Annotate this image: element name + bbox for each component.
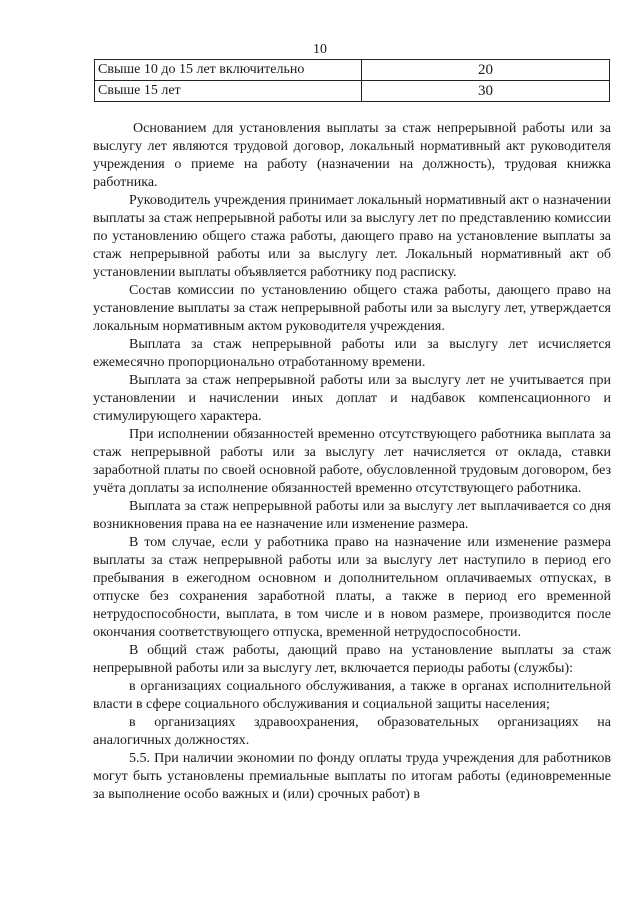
paragraph: В общий стаж работы, дающий право на установление выплаты за стаж непрерывной работы или за выслугу лет, включается периоды работы (службы): (93, 643, 611, 676)
table-row (95, 81, 610, 102)
table-cell-value: 30 (362, 81, 610, 102)
paragraph: Выплата за стаж непрерывной работы или за выслугу лет не учитывается при установлении и начислении иных доплат и надбавок компенсационного и стимулирующего характера. (93, 373, 611, 424)
paragraph: в организациях социального обслуживания, а также в органах исполнительной власти в сфере социального обслуживания и социальной защиты населения; (93, 679, 611, 712)
paragraph: В том случае, если у работника право на назначение или изменение размера выплаты за стаж непрерывной работы или за выслугу лет наступило в период его пребывания в ежегодном основном и дополнительном оплачиваемых отпусках, в отпуске без сохранения заработной платы, а также в период его временной нетрудоспособности, выплата, в том числе и в новом размере, производится после окончания соответствующего отпуска, временной нетрудоспособности. (93, 535, 611, 640)
paragraph: При исполнении обязанностей временно отсутствующего работника выплата за стаж непрерывной работы или за выслугу лет начисляется от оклада, ставки заработной платы по своей основной работе, обусловленной трудовым договором, без учёта доплаты за исполнение обязанностей временно отсутствующего работника. (93, 427, 611, 496)
paragraph: Выплата за стаж непрерывной работы или за выслугу лет выплачивается со дня возникновения права на ее назначение или изменение размера. (93, 499, 611, 532)
page-number: 10 (313, 42, 327, 57)
document-body (93, 120, 611, 804)
paragraph: Руководитель учреждения принимает локальный нормативный акт о назначении выплаты за стаж непрерывной работы или за выслугу лет по представлению комиссии по установлению общего стажа работы, дающего право на установление выплаты за стаж непрерывной работы или за выслугу лет. Локальный нормативный акт об установлении выплаты объявляется работнику под расписку. (93, 193, 611, 280)
paragraph: Основанием для установления выплаты за стаж непрерывной работы или за выслугу лет являются трудовой договор, локальный нормативный акт руководителя учреждения о приеме на работу (назначении на должность), трудовая книжка работника. (93, 121, 611, 190)
table-cell-value: 20 (362, 60, 610, 81)
table-cell-period: Свыше 15 лет (95, 81, 362, 102)
paragraph: Выплата за стаж непрерывной работы или за выслугу лет исчисляется ежемесячно пропорционально отработанному времени. (93, 337, 611, 370)
paragraph: в организациях здравоохранения, образовательных организациях на аналогичных должностях. (93, 715, 611, 748)
table-cell-period: Свыше 10 до 15 лет включительно (95, 60, 362, 81)
paragraph: 5.5. При наличии экономии по фонду оплаты труда учреждения для работников могут быть установлены премиальные выплаты по итогам работы (единовременные за выполнение особо важных и (или) срочных работ) в (93, 751, 611, 802)
paragraph: Состав комиссии по установлению общего стажа работы, дающего право на установление выплаты за стаж непрерывной работы или за выслугу лет, утверждается локальным нормативным актом руководителя учреждения. (93, 283, 611, 334)
seniority-table (94, 59, 610, 102)
table-row (95, 60, 610, 81)
